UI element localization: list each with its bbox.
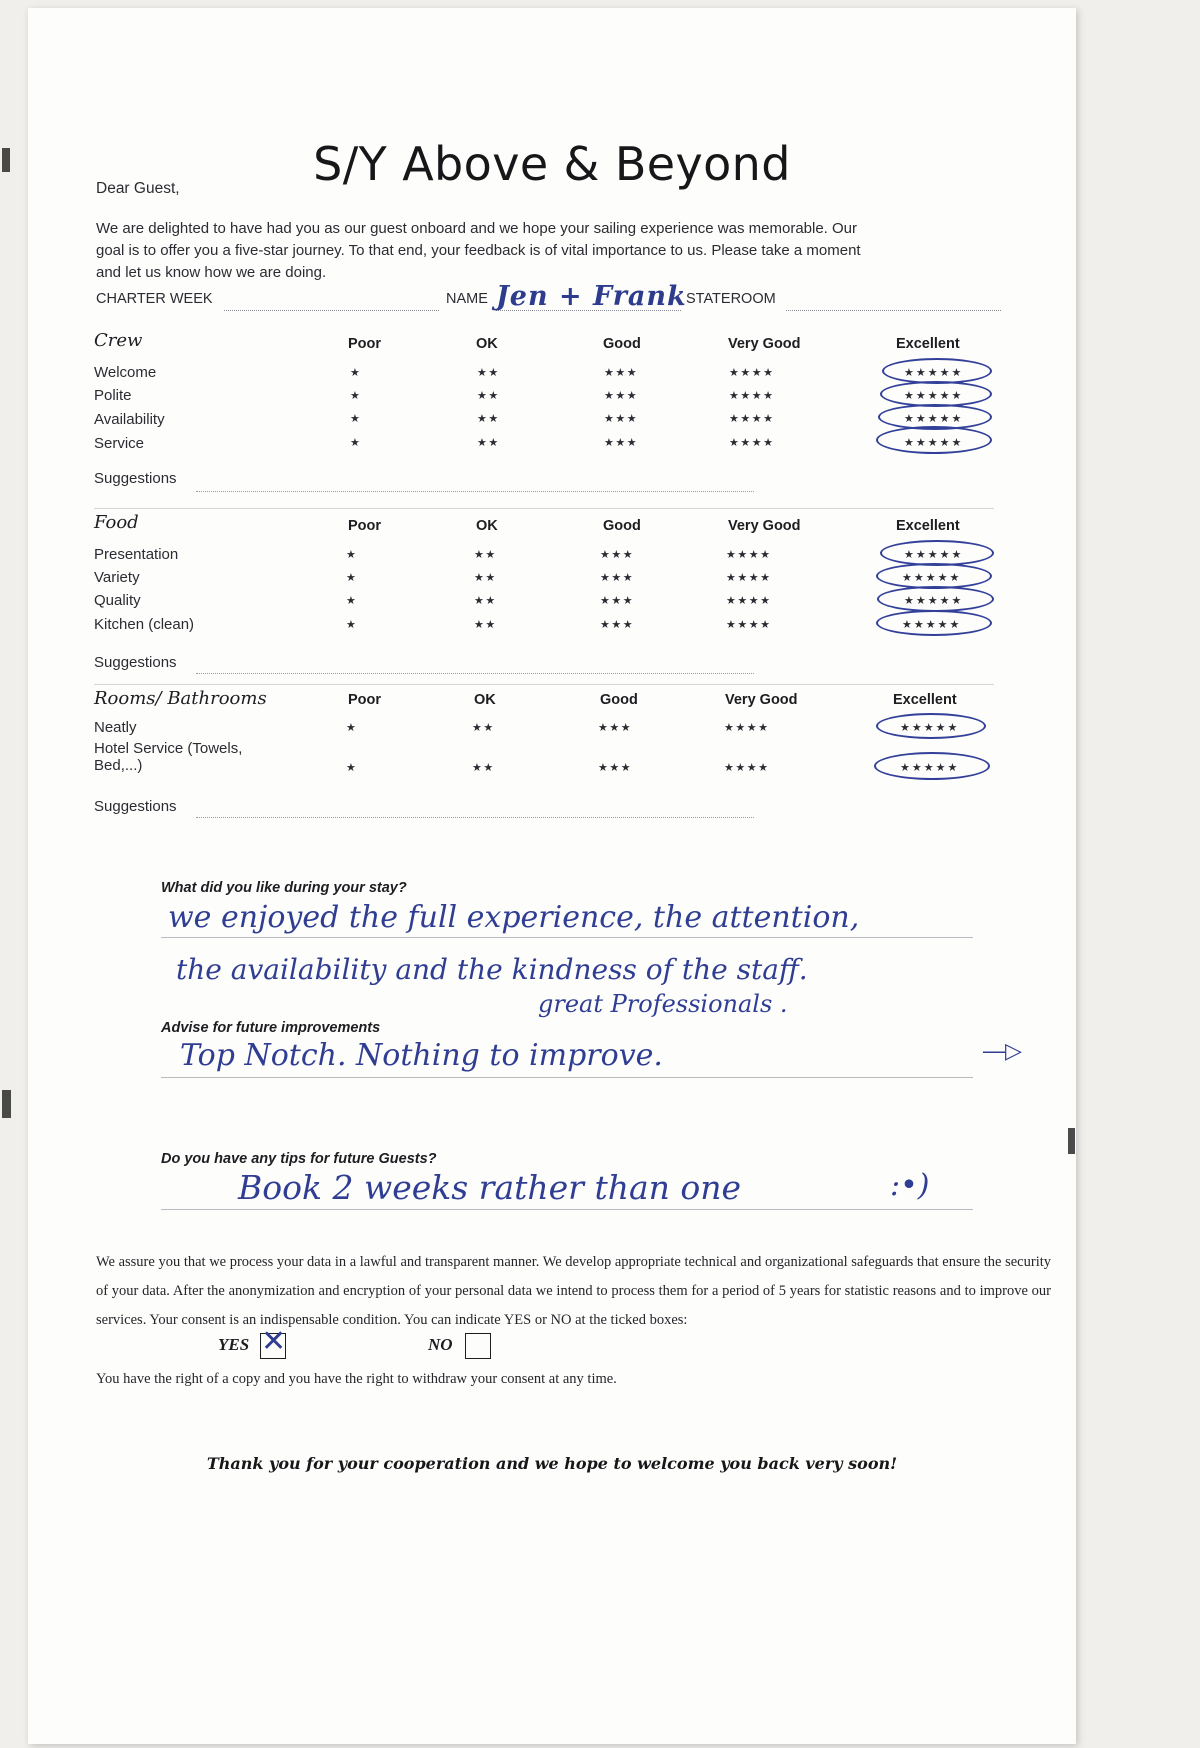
section-divider <box>94 684 994 685</box>
rights-text: You have the right of a copy and you have the right to withdraw your consent at any time. <box>96 1371 617 1387</box>
rating-option-poor[interactable]: ★ <box>346 619 358 631</box>
rating-option-excellent[interactable]: ★★★★★ <box>904 390 964 402</box>
rating-option-very-good[interactable]: ★★★★ <box>729 437 775 449</box>
column-header-poor: Poor <box>348 336 382 352</box>
column-header-excellent: Excellent <box>896 518 960 534</box>
rating-option-excellent[interactable]: ★★★★★ <box>904 413 964 425</box>
answer-handwritten-improvements: Top Notch. Nothing to improve. <box>180 1038 663 1073</box>
name-label: NAME <box>446 291 488 307</box>
row-label-kitchen-clean: Kitchen (clean) <box>94 616 195 633</box>
rating-option-ok[interactable]: ★★ <box>474 595 497 607</box>
suggestions-label-crew: Suggestions <box>94 470 177 487</box>
row-label-availability: Availability <box>94 411 165 428</box>
column-header-excellent: Excellent <box>893 692 957 708</box>
rating-option-ok[interactable]: ★★ <box>477 367 500 379</box>
rating-option-good[interactable]: ★★★ <box>600 572 635 584</box>
row-label-hotel-service: Hotel Service (Towels, Bed,...) <box>94 740 243 774</box>
suggestions-field-food[interactable] <box>196 672 754 674</box>
column-header-poor: Poor <box>348 692 382 708</box>
rating-option-very-good[interactable]: ★★★★ <box>729 367 775 379</box>
row-label-presentation: Presentation <box>94 546 179 563</box>
rating-option-ok[interactable]: ★★ <box>477 413 500 425</box>
row-label-service: Service <box>94 435 145 452</box>
rating-option-ok[interactable]: ★★ <box>472 762 495 774</box>
section-title-rooms-bathrooms: Rooms/ Bathrooms <box>94 688 267 709</box>
row-label-polite: Polite <box>94 387 132 404</box>
charter-week-label: CHARTER WEEK <box>96 291 213 307</box>
rating-option-good[interactable]: ★★★ <box>598 762 633 774</box>
footer-thanks: Thank you for your cooperation and we hope to welcome you back very soon! <box>206 1454 898 1473</box>
column-header-ok: OK <box>474 692 496 708</box>
stateroom-label: STATEROOM <box>686 291 776 307</box>
rating-option-ok[interactable]: ★★ <box>472 722 495 734</box>
rating-option-poor[interactable]: ★ <box>350 390 362 402</box>
rating-option-very-good[interactable]: ★★★★ <box>726 595 772 607</box>
scan-artifact <box>2 1090 11 1118</box>
rating-option-ok[interactable]: ★★ <box>474 572 497 584</box>
greeting-text: Dear Guest, <box>96 180 180 197</box>
column-header-good: Good <box>603 336 641 352</box>
rating-option-poor[interactable]: ★ <box>346 722 358 734</box>
rating-option-good[interactable]: ★★★ <box>604 390 639 402</box>
rating-option-very-good[interactable]: ★★★★ <box>724 762 770 774</box>
row-label-variety: Variety <box>94 569 140 586</box>
column-header-ok: OK <box>476 336 498 352</box>
column-header-very-good: Very Good <box>728 518 801 534</box>
question-label-tips: Do you have any tips for future Guests? <box>161 1151 437 1167</box>
rating-option-excellent[interactable]: ★★★★★ <box>900 722 960 734</box>
row-label-welcome: Welcome <box>94 364 157 381</box>
column-header-good: Good <box>600 692 638 708</box>
name-handwritten-value: Jen + Frank <box>496 281 687 312</box>
stateroom-field[interactable] <box>786 309 1001 311</box>
column-header-very-good: Very Good <box>725 692 798 708</box>
section-title-crew: Crew <box>94 330 143 351</box>
intro-paragraph: We are delighted to have had you as our guest onboard and we hope your sailing experience was memorable. Our goal is to offer you a five-star journey. To that end, your feedback is of vital importance to us. Please take a moment and let us know how we are doing. <box>96 220 861 281</box>
rating-option-poor[interactable]: ★ <box>350 367 362 379</box>
suggestions-label-rooms: Suggestions <box>94 798 177 815</box>
rating-option-excellent[interactable]: ★★★★★ <box>904 367 964 379</box>
answer-handwritten-liked-line3: great Professionals . <box>538 990 788 1018</box>
rating-option-ok[interactable]: ★★ <box>474 549 497 561</box>
column-header-very-good: Very Good <box>728 336 801 352</box>
arrow-mark: —▷ <box>983 1038 1022 1063</box>
rating-option-good[interactable]: ★★★ <box>604 367 639 379</box>
consent-yes-label: YES <box>218 1335 250 1354</box>
rating-option-excellent[interactable]: ★★★★★ <box>904 549 964 561</box>
rating-option-excellent[interactable]: ★★★★★ <box>902 572 962 584</box>
column-header-ok: OK <box>476 518 498 534</box>
rating-option-excellent[interactable]: ★★★★★ <box>904 437 964 449</box>
charter-week-field[interactable] <box>224 309 439 311</box>
section-title-food: Food <box>94 512 139 533</box>
rating-option-poor[interactable]: ★ <box>350 437 362 449</box>
rating-option-poor[interactable]: ★ <box>350 413 362 425</box>
answer-field-improvements[interactable] <box>161 1076 973 1078</box>
rating-option-ok[interactable]: ★★ <box>477 437 500 449</box>
rating-option-excellent[interactable]: ★★★★★ <box>900 762 960 774</box>
rating-option-good[interactable]: ★★★ <box>600 549 635 561</box>
rating-option-ok[interactable]: ★★ <box>477 390 500 402</box>
rating-option-very-good[interactable]: ★★★★ <box>729 413 775 425</box>
rating-option-poor[interactable]: ★ <box>346 549 358 561</box>
rating-option-very-good[interactable]: ★★★★ <box>726 572 772 584</box>
rating-option-good[interactable]: ★★★ <box>604 437 639 449</box>
answer-field-tips[interactable] <box>161 1208 973 1210</box>
rating-option-good[interactable]: ★★★ <box>598 722 633 734</box>
charter-header-row <box>96 281 1006 315</box>
scanned-form-page <box>28 8 1076 1744</box>
checked-mark-icon: ✕ <box>261 1325 287 1358</box>
rating-option-good[interactable]: ★★★ <box>600 595 635 607</box>
rating-option-very-good[interactable]: ★★★★ <box>729 390 775 402</box>
rating-option-excellent[interactable]: ★★★★★ <box>904 595 964 607</box>
rating-option-good[interactable]: ★★★ <box>600 619 635 631</box>
privacy-paragraph: We assure you that we process your data in a lawful and transparent manner. We develop appropriate technical and organizational safeguards that ensure the security of your data. After the anonymization and encryption of your personal data we intend to process them for a period of 5 years for statistic reasons and to improve our services. Your consent is an indispensable condition. You can indicate YES or NO at the ticked boxes: <box>96 1254 1051 1328</box>
answer-handwritten-tips: Book 2 weeks rather than one <box>238 1168 742 1207</box>
column-header-excellent: Excellent <box>896 336 960 352</box>
row-label-neatly: Neatly <box>94 719 137 736</box>
rating-option-poor[interactable]: ★ <box>346 762 358 774</box>
consent-no-checkbox[interactable] <box>465 1333 491 1359</box>
question-label-improvements: Advise for future improvements <box>161 1020 381 1036</box>
scan-artifact <box>2 148 10 172</box>
consent-no-row <box>428 1335 453 1355</box>
column-header-poor: Poor <box>348 518 382 534</box>
smiley-mark: :•) <box>890 1168 930 1203</box>
suggestions-field-rooms[interactable] <box>196 816 754 818</box>
suggestions-label-food: Suggestions <box>94 654 177 671</box>
consent-no-label: NO <box>428 1335 453 1354</box>
consent-row <box>218 1335 249 1355</box>
rating-option-very-good[interactable]: ★★★★ <box>726 549 772 561</box>
rating-option-very-good[interactable]: ★★★★ <box>726 619 772 631</box>
rating-option-excellent[interactable]: ★★★★★ <box>902 619 962 631</box>
column-header-good: Good <box>603 518 641 534</box>
rating-option-very-good[interactable]: ★★★★ <box>724 722 770 734</box>
rating-option-poor[interactable]: ★ <box>346 595 358 607</box>
answer-handwritten-liked-line2: the availability and the kindness of the staff. <box>176 953 808 986</box>
section-divider <box>94 508 994 509</box>
rating-option-good[interactable]: ★★★ <box>604 413 639 425</box>
rating-option-ok[interactable]: ★★ <box>474 619 497 631</box>
question-label-liked: What did you like during your stay? <box>161 880 407 896</box>
answer-handwritten-liked-line1: we enjoyed the full experience, the attention, <box>168 900 860 935</box>
rating-option-poor[interactable]: ★ <box>346 572 358 584</box>
row-label-quality: Quality <box>94 592 141 609</box>
page-title: S/Y Above & Beyond <box>313 136 791 191</box>
answer-field-liked-line1[interactable] <box>161 936 973 938</box>
scan-artifact <box>1068 1128 1075 1154</box>
suggestions-field-crew[interactable] <box>196 490 754 492</box>
